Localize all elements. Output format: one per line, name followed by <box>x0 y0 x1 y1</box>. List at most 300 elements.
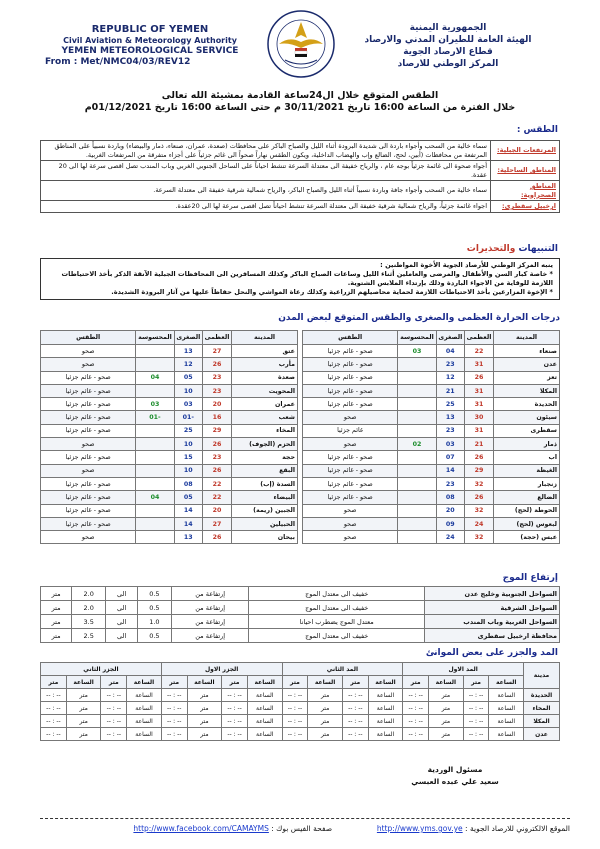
wave-to-label: الى <box>106 587 138 601</box>
tide-time-label: الساعة <box>127 715 162 728</box>
wave-row <box>41 615 560 629</box>
header-arabic <box>348 22 548 70</box>
city-cond: صحو <box>41 345 136 358</box>
tide-time-value: -- : -- <box>463 702 489 715</box>
tide-meter-value: -- : -- <box>403 728 429 741</box>
tide-time-value: -- : -- <box>222 689 248 702</box>
city-cond: صحو - غائم جزئيا <box>41 398 136 411</box>
city-max: 23 <box>202 371 231 384</box>
city-cond: صحو - غائم جزئيا <box>41 424 136 437</box>
alerts-heading-b: والتحذيرات <box>466 244 516 254</box>
tide-time-value: -- : -- <box>342 728 368 741</box>
col-max: العظمى <box>202 331 231 345</box>
city-cond: صحو <box>303 504 398 517</box>
city-name: بيحان <box>232 531 298 544</box>
city-row <box>41 504 298 517</box>
tide-meter-label: متر <box>308 728 343 741</box>
city-row <box>41 345 298 358</box>
city-max: 20 <box>202 504 231 517</box>
city-cond: صحو - غائم جزئيا <box>41 491 136 504</box>
city-row <box>303 438 560 451</box>
wave-region: السواحل الشرقية <box>425 601 560 615</box>
city-cond: صحو - غائم جزئيا <box>303 491 398 504</box>
city-name: عبس (حجة) <box>494 531 560 544</box>
city-min: 13 <box>436 411 464 424</box>
tide-meter-value: -- : -- <box>161 715 187 728</box>
tide-port-header: مدينة <box>524 663 560 689</box>
city-min: 07 <box>436 451 464 464</box>
tide-time-value: -- : -- <box>101 702 127 715</box>
tide-meter-label: متر <box>66 689 101 702</box>
tide-meter-label: متر <box>429 702 464 715</box>
cities-heading: درجات الحرارة العظمى والصغرى والطقس المتوقع لبعض المدن <box>278 313 560 323</box>
wave-from: 1.0 <box>137 615 171 629</box>
city-min: -01 <box>174 411 202 424</box>
tide-meter-value: -- : -- <box>282 689 308 702</box>
wave-to: 2.0 <box>72 601 106 615</box>
tide-meter-label: متر <box>187 728 222 741</box>
city-name: سيئون <box>494 411 560 424</box>
tide-time-value: -- : -- <box>463 728 489 741</box>
city-min: 13 <box>174 345 202 358</box>
city-min: 12 <box>436 371 464 384</box>
city-name: زنجبار <box>494 477 560 490</box>
city-row <box>41 477 298 490</box>
city-row <box>303 517 560 530</box>
city-name: عمران <box>232 398 298 411</box>
tide-meter-value: -- : -- <box>41 728 67 741</box>
city-max: 32 <box>464 477 493 490</box>
city-row <box>41 491 298 504</box>
city-row <box>303 451 560 464</box>
city-min: 25 <box>174 424 202 437</box>
city-name: الغيظة <box>494 464 560 477</box>
city-row <box>41 438 298 451</box>
city-name: سقطرى <box>494 424 560 437</box>
city-cond: صحو <box>41 438 136 451</box>
city-cond: صحو - غائم جزئيا <box>41 371 136 384</box>
city-name: الجبين (ريمة) <box>232 504 298 517</box>
city-min: 03 <box>436 438 464 451</box>
header-en-line2: Civil Aviation & Meteorology Authority <box>63 36 237 45</box>
weather-region: المناطق الصحراوية: <box>491 181 560 201</box>
tide-meter-value: -- : -- <box>41 689 67 702</box>
wave-from-label: إرتفاعة من <box>171 601 248 615</box>
tide-port: المكلا <box>524 715 560 728</box>
city-feel <box>136 464 174 477</box>
city-max: 31 <box>464 398 493 411</box>
city-row <box>41 371 298 384</box>
city-min: 05 <box>174 371 202 384</box>
city-cond: صحو - غائم جزئيا <box>41 384 136 397</box>
city-max: 24 <box>464 517 493 530</box>
wave-region: محافظة ارخبيل سقطرى <box>425 629 560 643</box>
tide-time-value: -- : -- <box>101 715 127 728</box>
col-city: المدينة <box>494 331 560 345</box>
city-min: 05 <box>174 491 202 504</box>
city-cond: صحو - غائم جزئيا <box>303 358 398 371</box>
header-ar-line2: الهيئة العامة للطيران المدني والارصاد <box>364 35 532 45</box>
city-feel <box>398 464 436 477</box>
city-feel <box>398 491 436 504</box>
city-max: 26 <box>202 358 231 371</box>
wave-from: 0.5 <box>137 601 171 615</box>
col-feel: المحسوسة <box>398 331 436 345</box>
city-feel <box>398 384 436 397</box>
tide-meter-label: متر <box>66 728 101 741</box>
city-max: 21 <box>464 438 493 451</box>
city-cond: صحو - غائم جزئيا <box>41 517 136 530</box>
city-feel: 03 <box>398 345 436 358</box>
website-link[interactable]: http://www.yms.gov.ye <box>376 824 463 833</box>
city-name: البيضاء <box>232 491 298 504</box>
tide-time-value: -- : -- <box>342 702 368 715</box>
city-feel <box>136 531 174 544</box>
tide-time-label: الساعة <box>127 702 162 715</box>
wave-state: خفيف الى معتدل الموج <box>249 629 425 643</box>
city-feel <box>398 517 436 530</box>
col-cond: الطقس <box>303 331 398 345</box>
city-max: 26 <box>464 491 493 504</box>
tide-time-header: الساعة <box>308 676 343 689</box>
city-row <box>303 411 560 424</box>
weather-region: المناطق الساحلية: <box>491 161 560 181</box>
city-min: 20 <box>436 504 464 517</box>
city-feel <box>398 358 436 371</box>
tide-meter-label: متر <box>429 715 464 728</box>
weather-table <box>40 140 560 213</box>
city-cond: صحو - غائم جزئيا <box>41 477 136 490</box>
city-max: 27 <box>202 517 231 530</box>
city-row <box>303 371 560 384</box>
alert-line1: ينبه المركز الوطني للأرصاد الجوية الأخوة المواطنين : <box>380 261 553 269</box>
city-cond: صحو - غائم جزئيا <box>41 504 136 517</box>
footer-divider <box>40 818 570 819</box>
tide-time-label: الساعة <box>489 715 524 728</box>
city-temps-right-table <box>302 330 560 544</box>
tide-time-value: -- : -- <box>222 702 248 715</box>
wave-state: معتدل الموج يضطرب احيانا <box>249 615 425 629</box>
header-en-line4: From : Met/NMC04/03/REV12 <box>45 57 191 67</box>
city-cond: صحو - غائم جزئيا <box>303 345 398 358</box>
wave-to-label: الى <box>106 615 138 629</box>
tide-meter-label: متر <box>429 689 464 702</box>
alerts-heading-a: التنبيهات <box>515 244 558 254</box>
title-line1: الطقس المتوقع خلال ال24ساعة القادمة بمشيئة الله تعالى <box>161 90 439 101</box>
wave-to-label: الى <box>106 629 138 643</box>
city-row <box>41 531 298 544</box>
alerts-box <box>40 258 560 300</box>
tide-time-header: الساعة <box>247 676 282 689</box>
tide-time-label: الساعة <box>247 702 282 715</box>
tide-time-value: -- : -- <box>463 715 489 728</box>
weather-text: سماء خالية من السحب وأجواء باردة الى شديدة البرودة أثناء الليل والصباح الباكر على محافظات (صعدة، عمران، صنعاء، ذمار والبيضاء) وباردة نسبياً على المناطق المرتفعة من محافظات (أبين، لحج، الضالع وإب والهضاب الداخلية، ويكون الطقس نهاراً صحواً الى غائم جزئياً على أجزاء متفرقة من المرتفعات الغربية. <box>41 141 491 161</box>
tide-meter-value: -- : -- <box>282 728 308 741</box>
tides-heading: المد والجزر على بعض الموانئ <box>425 648 558 658</box>
weather-region: ارخبيل سقطرى: <box>491 201 560 213</box>
wave-unit: متر <box>41 587 72 601</box>
tide-time-label: الساعة <box>489 702 524 715</box>
city-name: لبعوس (لحج) <box>494 517 560 530</box>
tide-row <box>41 702 560 715</box>
col-min: الصغرى <box>436 331 464 345</box>
waves-heading: إرتفاع الموج <box>502 573 558 583</box>
city-feel <box>398 531 436 544</box>
tide-time-label: الساعة <box>368 715 403 728</box>
tide-time-value: -- : -- <box>342 689 368 702</box>
city-feel: -01 <box>136 411 174 424</box>
city-min: 08 <box>436 491 464 504</box>
footer-links <box>40 824 570 833</box>
tide-meter-header: متر <box>222 676 248 689</box>
authority-logo-icon <box>265 8 337 80</box>
city-min: 13 <box>174 531 202 544</box>
city-name: شعب <box>232 411 298 424</box>
city-min: 10 <box>174 438 202 451</box>
tide-time-label: الساعة <box>489 689 524 702</box>
tide-time-value: -- : -- <box>101 728 127 741</box>
weather-heading: الطقس : <box>516 125 558 135</box>
city-name: ذمار <box>494 438 560 451</box>
weather-text: سماء خالية من السحب وأجواء جافة وباردة نسبياً أثناء الليل والصباح الباكر، والرياح شمالية شرقية خفيفة الى معتدلة السرعة. <box>41 181 491 201</box>
city-name: صعدة <box>232 371 298 384</box>
tide-port: المخاء <box>524 702 560 715</box>
weather-row <box>41 141 560 161</box>
wave-region: السواحل الجنوبية وخليج عدن <box>425 587 560 601</box>
city-min: 12 <box>174 358 202 371</box>
weather-row <box>41 161 560 181</box>
header-ar-line4: المركز الوطني للارصاد <box>397 59 499 69</box>
tide-group-header: الجزر الثاني <box>41 663 162 676</box>
city-cond: صحو <box>303 438 398 451</box>
city-name: عتق <box>232 345 298 358</box>
city-max: 26 <box>202 438 231 451</box>
tide-time-header: الساعة <box>368 676 403 689</box>
tide-meter-header: متر <box>463 676 489 689</box>
header-en-line3: YEMEN METEOROLOGICAL SERVICE <box>61 46 239 56</box>
city-row <box>41 517 298 530</box>
city-max: 32 <box>464 504 493 517</box>
wave-unit: متر <box>41 601 72 615</box>
tide-time-value: -- : -- <box>463 689 489 702</box>
city-temps-left-table <box>40 330 298 544</box>
col-feel: المحسوسة <box>136 331 174 345</box>
wave-unit: متر <box>41 615 72 629</box>
site-label: الموقع الالكتروني للارصاد الجوية : <box>465 824 570 833</box>
city-name: الحديدة <box>494 398 560 411</box>
tide-time-label: الساعة <box>489 728 524 741</box>
sign-name: سعيد علي عبده العبسي <box>411 777 499 786</box>
city-name: المخاء <box>232 424 298 437</box>
tide-meter-label: متر <box>429 728 464 741</box>
city-cond: صحو <box>303 517 398 530</box>
alert-line3: * الإخوة المزارعين بأخذ الاحتياطات اللازمة لحماية محاصيلهم الزراعية وكذلك رعاة المواشي والنحل حفاظاً عليها من آثار البرودة الشديدة. <box>111 288 553 296</box>
alerts-heading <box>467 244 558 254</box>
tide-meter-header: متر <box>282 676 308 689</box>
city-max: 29 <box>464 464 493 477</box>
city-row <box>41 451 298 464</box>
tide-time-value: -- : -- <box>101 689 127 702</box>
city-feel <box>136 451 174 464</box>
city-min: 23 <box>436 477 464 490</box>
tide-group-header: المد الثاني <box>282 663 403 676</box>
city-row <box>303 384 560 397</box>
tide-meter-header: متر <box>342 676 368 689</box>
city-name: حجة <box>232 451 298 464</box>
city-cond: صحو - غائم جزئيا <box>303 398 398 411</box>
city-row <box>41 411 298 424</box>
signature-block <box>380 764 530 788</box>
city-row <box>41 384 298 397</box>
tide-group-header: المد الاول <box>403 663 524 676</box>
city-feel <box>136 517 174 530</box>
city-max: 26 <box>202 531 231 544</box>
city-row <box>303 531 560 544</box>
tide-time-label: الساعة <box>247 715 282 728</box>
city-feel <box>136 358 174 371</box>
tide-meter-value: -- : -- <box>282 702 308 715</box>
weather-row <box>41 181 560 201</box>
tide-time-label: الساعة <box>127 728 162 741</box>
city-feel <box>136 504 174 517</box>
city-row <box>303 477 560 490</box>
col-max: العظمى <box>464 331 493 345</box>
city-row <box>303 345 560 358</box>
city-feel <box>398 477 436 490</box>
tide-meter-label: متر <box>66 715 101 728</box>
facebook-link[interactable]: http://www.facebook.com/CAMAYMS <box>133 824 269 833</box>
col-city: المدينة <box>232 331 298 345</box>
city-min: 14 <box>174 504 202 517</box>
tide-meter-value: -- : -- <box>403 689 429 702</box>
city-max: 27 <box>202 345 231 358</box>
city-feel: 03 <box>136 398 174 411</box>
city-min: 14 <box>174 517 202 530</box>
weather-text: اجواء غائمة جزئياً، والرياح شمالية شرقية خفيفة الى معتدلة السرعة تنشط احياناً تصل اقصى سرعة لها الى 20عقدة. <box>41 201 491 213</box>
city-max: 30 <box>464 411 493 424</box>
city-min: 08 <box>174 477 202 490</box>
tide-port: الحديدة <box>524 689 560 702</box>
tide-time-value: -- : -- <box>222 715 248 728</box>
tide-meter-value: -- : -- <box>41 702 67 715</box>
city-min: 23 <box>436 424 464 437</box>
city-name: اب <box>494 451 560 464</box>
weather-text: أجواء صحوة الى غائمة جزئياً بوجه عام ، والرياح خفيفة الى معتدلة السرعة تنشط احياناً على الساحل الجنوبي الغربي وباب المندب تصل اقصى سرعة لها الى 20 عقدة. <box>41 161 491 181</box>
tide-time-header: الساعة <box>66 676 101 689</box>
wave-state: خفيف الى معتدل الموج <box>249 601 425 615</box>
city-cond: صحو - غائم جزئيا <box>303 384 398 397</box>
header-ar-line3: قطاع الارصاد الجوية <box>403 47 493 57</box>
tide-row <box>41 728 560 741</box>
wave-to: 3.5 <box>72 615 106 629</box>
city-row <box>41 464 298 477</box>
city-min: 24 <box>436 531 464 544</box>
col-min: الصغرى <box>174 331 202 345</box>
waves-table <box>40 586 560 643</box>
tide-time-value: -- : -- <box>342 715 368 728</box>
city-max: 23 <box>202 384 231 397</box>
alert-line2: * خاصة كبار السن والأطفال والمرضى والعاملين أثناء الليل وساعات الصباح الباكر وكذلك المسافرين الى المحافظات الجبلية الآنفة الذكر بأخذ الاحتياطات اللازمة للوقاية من الاجواء الباردة وذلك بإرتداء الملابس الشتوية. <box>61 270 553 287</box>
tide-meter-header: متر <box>161 676 187 689</box>
wave-from: 0.5 <box>137 629 171 643</box>
city-cond: صحو <box>41 358 136 371</box>
tide-meter-label: متر <box>308 715 343 728</box>
fb-label: صفحة الفيس بوك : <box>271 824 333 833</box>
city-feel <box>398 451 436 464</box>
tide-meter-value: -- : -- <box>282 715 308 728</box>
wave-from-label: إرتفاعة من <box>171 629 248 643</box>
tide-time-header: الساعة <box>127 676 162 689</box>
city-max: 31 <box>464 424 493 437</box>
wave-to-label: الى <box>106 601 138 615</box>
sign-role: مسئول الوردية <box>427 765 483 774</box>
wave-to: 2.0 <box>72 587 106 601</box>
city-name: عدن <box>494 358 560 371</box>
tide-group-header: الجزر الاول <box>161 663 282 676</box>
city-min: 21 <box>436 384 464 397</box>
city-min: 09 <box>436 517 464 530</box>
city-cond: صحو <box>41 531 136 544</box>
tide-meter-value: -- : -- <box>161 689 187 702</box>
city-row <box>303 398 560 411</box>
city-row <box>303 424 560 437</box>
weather-row <box>41 201 560 213</box>
city-row <box>303 464 560 477</box>
city-max: 22 <box>202 491 231 504</box>
tide-meter-header: متر <box>41 676 67 689</box>
city-name: البقع <box>232 464 298 477</box>
city-name: صنعاء <box>494 345 560 358</box>
city-row <box>303 358 560 371</box>
tide-time-header: الساعة <box>187 676 222 689</box>
city-row <box>41 398 298 411</box>
col-cond: الطقس <box>41 331 136 345</box>
city-feel <box>136 345 174 358</box>
tides-table <box>40 662 560 741</box>
city-max: 16 <box>202 411 231 424</box>
city-feel <box>136 438 174 451</box>
city-feel <box>136 384 174 397</box>
city-min: 03 <box>174 398 202 411</box>
weather-region: المرتفعات الجبلية: <box>491 141 560 161</box>
city-feel <box>398 398 436 411</box>
wave-unit: متر <box>41 629 72 643</box>
city-name: المكلا <box>494 384 560 397</box>
tide-meter-label: متر <box>308 689 343 702</box>
city-min: 23 <box>436 358 464 371</box>
city-feel <box>136 424 174 437</box>
header-english <box>45 24 250 68</box>
city-max: 26 <box>202 464 231 477</box>
tide-meter-label: متر <box>187 689 222 702</box>
tide-meter-header: متر <box>101 676 127 689</box>
tide-meter-label: متر <box>187 702 222 715</box>
city-min: 10 <box>174 384 202 397</box>
tide-time-label: الساعة <box>127 689 162 702</box>
tide-meter-header: متر <box>403 676 429 689</box>
wave-from-label: إرتفاعة من <box>171 615 248 629</box>
city-name: الحزم (الجوف) <box>232 438 298 451</box>
city-min: 14 <box>436 464 464 477</box>
tide-port: عدن <box>524 728 560 741</box>
city-row <box>303 504 560 517</box>
tide-meter-label: متر <box>187 715 222 728</box>
tide-time-header: الساعة <box>429 676 464 689</box>
city-max: 31 <box>464 358 493 371</box>
tide-time-label: الساعة <box>368 728 403 741</box>
city-max: 23 <box>202 451 231 464</box>
header-en-line1: REPUBLIC OF YEMEN <box>91 24 209 35</box>
